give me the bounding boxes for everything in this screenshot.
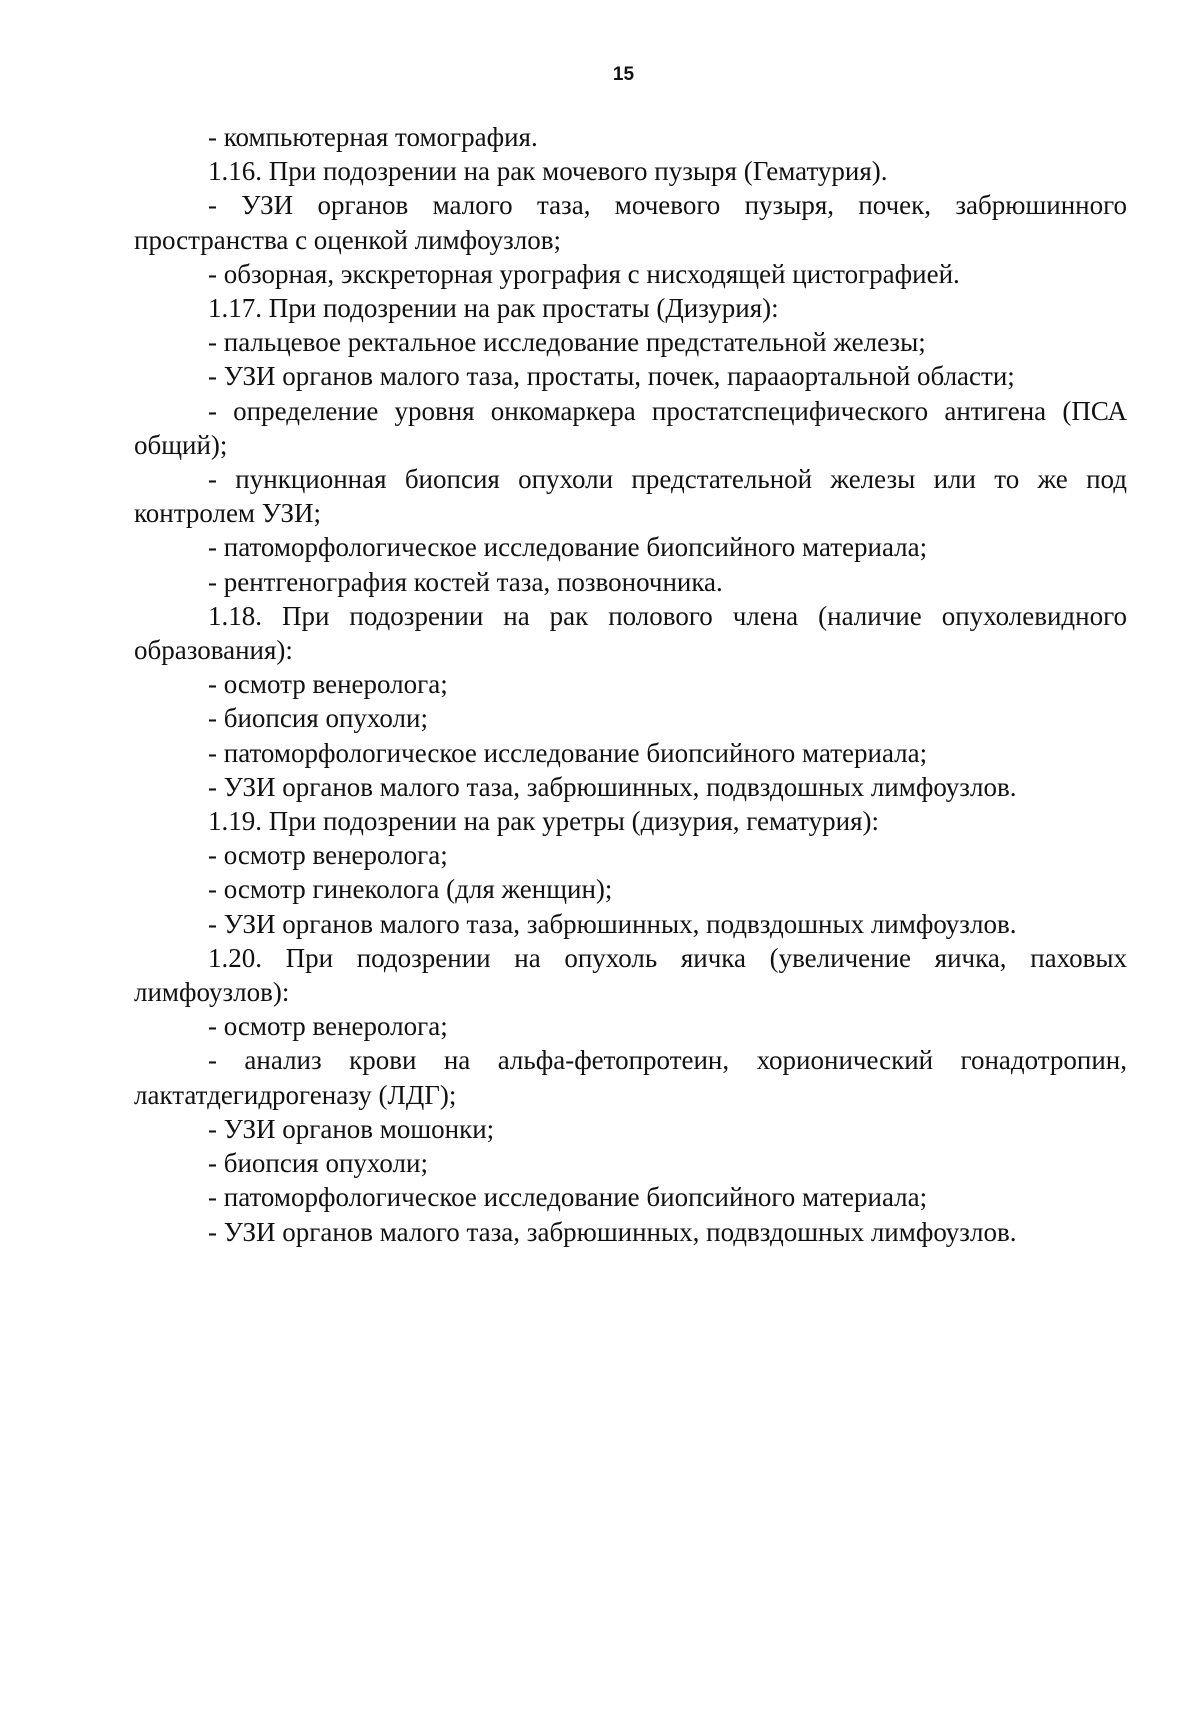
paragraph: - определение уровня онкомаркера простатспецифического антигена (ПСА общий); — [134, 395, 1127, 460]
paragraph: - анализ крови на альфа-фетопротеин, хорионический гонадотропин, лактатдегидрогеназу (ЛДГ); — [134, 1045, 1127, 1110]
section-heading: 1.18. При подозрении на рак полового члена (наличие опухолевидного образования): — [134, 600, 1127, 666]
paragraph: - УЗИ органов малого таза, забрюшинных, подвздошных лимфоузлов. — [208, 908, 1017, 939]
paragraph: - рентгенография костей таза, позвоночника. — [208, 566, 723, 597]
paragraph: - биопсия опухоли; — [208, 703, 428, 734]
document-body — [134, 120, 1127, 1249]
paragraph: - осмотр венеролога; — [208, 840, 448, 871]
paragraph: - УЗИ органов малого таза, забрюшинных, подвздошных лимфоузлов. — [208, 771, 1017, 802]
paragraph: - патоморфологическое исследование биопсийного материала; — [208, 737, 928, 768]
paragraph: - УЗИ органов малого таза, мочевого пузыря, почек, забрюшинного пространства с оценкой лимфоузлов; — [134, 190, 1127, 255]
section-heading: 1.17. При подозрении на рак простаты (Дизурия): — [208, 293, 779, 324]
section-heading: 1.16. При подозрении на рак мочевого пузыря (Гематурия). — [208, 156, 888, 187]
paragraph: - патоморфологическое исследование биопсийного материала; — [208, 532, 928, 563]
paragraph: - осмотр венеролога; — [208, 669, 448, 700]
paragraph: - обзорная, экскреторная урография с нисходящей цистографией. — [208, 258, 960, 289]
paragraph: - патоморфологическое исследование биопсийного материала; — [208, 1182, 928, 1213]
paragraph: - пальцевое ректальное исследование предстательной железы; — [208, 327, 926, 358]
paragraph: - УЗИ органов мошонки; — [208, 1113, 495, 1144]
paragraph: - компьютерная томография. — [208, 122, 538, 152]
paragraph: - осмотр гинеколога (для женщин); — [208, 874, 613, 905]
page-number: 15 — [612, 64, 635, 85]
paragraph: - УЗИ органов малого таза, простаты, почек, парааортальной области; — [208, 361, 1015, 392]
paragraph: - УЗИ органов малого таза, забрюшинных, подвздошных лимфоузлов. — [208, 1216, 1017, 1247]
paragraph: - осмотр венеролога; — [208, 1011, 448, 1042]
paragraph: - пункционная биопсия опухоли предстательной железы или то же под контролем УЗИ; — [134, 464, 1127, 529]
paragraph: - биопсия опухоли; — [208, 1148, 428, 1179]
section-heading: 1.20. При подозрении на опухоль яичка (увеличение яичка, паховых лимфоузлов): — [134, 942, 1127, 1008]
section-heading: 1.19. При подозрении на рак уретры (дизурия, гематурия): — [208, 806, 879, 837]
